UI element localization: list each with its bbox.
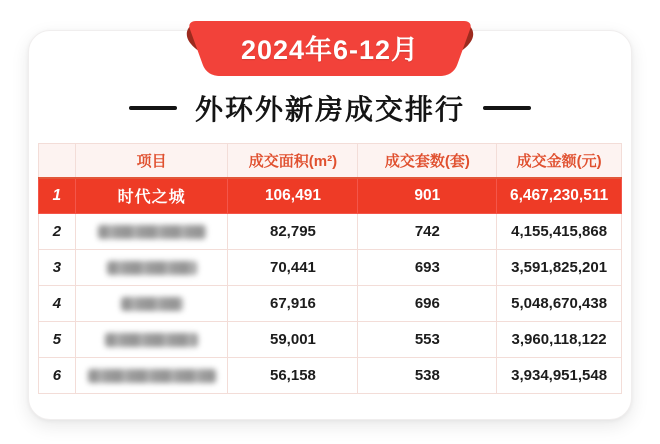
page-title: 外环外新房成交排行 [194,94,465,125]
rank-cell: 3 [39,250,76,286]
rank-cell: 5 [39,322,76,358]
project-cell [75,286,228,322]
area-cell: 82,795 [228,214,358,250]
units-cell: 901 [358,178,497,214]
table-row [39,286,622,322]
project-cell [75,250,228,286]
redacted-project-name [121,297,183,311]
table-row [39,358,622,394]
project-cell [75,214,228,250]
header-amount: 成交金额(元) [497,144,622,178]
amount-cell: 3,934,951,548 [497,358,622,394]
ranking-table [38,143,622,394]
units-cell: 553 [358,322,497,358]
units-cell: 693 [358,250,497,286]
redacted-project-name [107,261,197,275]
date-range-label: 2024年6-12月 [240,34,420,65]
title-row [0,88,660,128]
units-cell: 696 [358,286,497,322]
header-row [39,144,622,178]
project-cell: 时代之城 [75,178,228,214]
rank-cell: 2 [39,214,76,250]
project-cell [75,322,228,358]
amount-cell: 3,960,118,122 [497,322,622,358]
units-cell: 742 [358,214,497,250]
amount-cell: 4,155,415,868 [497,214,622,250]
amount-cell: 3,591,825,201 [497,250,622,286]
title-dash-left [129,106,177,110]
rank-cell: 6 [39,358,76,394]
area-cell: 56,158 [228,358,358,394]
table-row [39,214,622,250]
rank-cell: 1 [39,178,76,214]
amount-cell: 5,048,670,438 [497,286,622,322]
header-units: 成交套数(套) [358,144,497,178]
amount-cell: 6,467,230,511 [497,178,622,214]
table-row [39,322,622,358]
area-cell: 70,441 [228,250,358,286]
rank-cell: 4 [39,286,76,322]
header-area: 成交面积(m²) [228,144,358,178]
date-ribbon [184,18,476,78]
table-body [39,178,622,394]
redacted-project-name [105,333,198,347]
table-row [39,250,622,286]
header-rank [39,144,76,178]
area-cell: 67,916 [228,286,358,322]
table-row [39,178,622,214]
units-cell: 538 [358,358,497,394]
area-cell: 106,491 [228,178,358,214]
title-dash-right [483,106,531,110]
area-cell: 59,001 [228,322,358,358]
header-project: 项目 [75,144,228,178]
project-cell [75,358,228,394]
table-header [39,144,622,178]
redacted-project-name [98,225,206,239]
redacted-project-name [88,369,216,383]
